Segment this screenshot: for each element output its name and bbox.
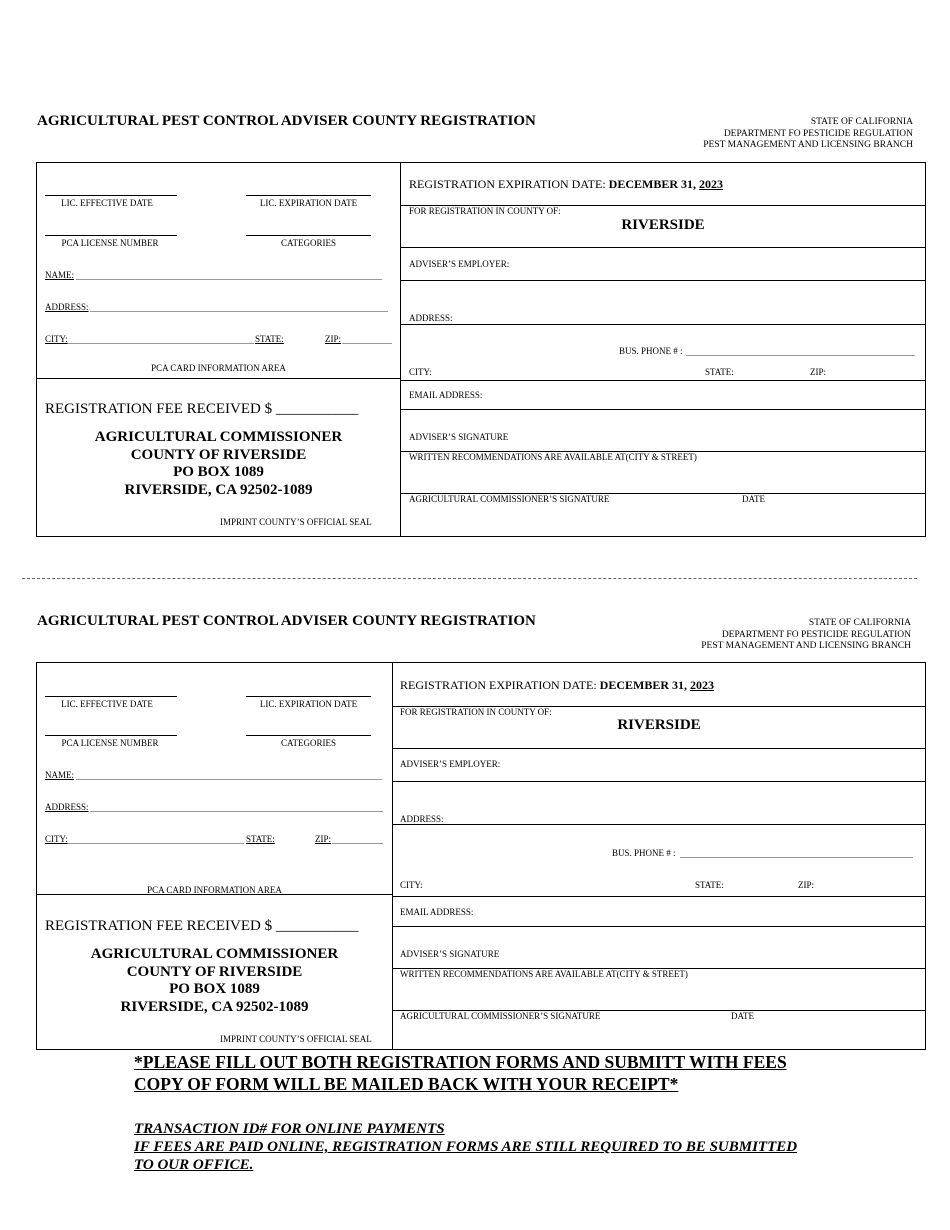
commissioner-line: PO BOX 1089 — [169, 981, 260, 997]
pca-card-area-label: PCA CARD INFORMATION AREA — [147, 885, 282, 895]
bus-phone-label: BUS. PHONE # : — [612, 848, 676, 858]
registration-expiration — [400, 678, 714, 693]
employer-address-label: ADDRESS: — [409, 313, 453, 323]
expiration-month: DECEMBER 31, — [599, 678, 688, 692]
row-divider — [392, 748, 926, 749]
cut-line — [22, 578, 917, 579]
city-field[interactable] — [68, 843, 244, 844]
commissioner-signature-label: AGRICULTURAL COMMISSIONER’S SIGNATURE — [409, 494, 610, 504]
county-label: FOR REGISTRATION IN COUNTY OF: — [409, 206, 561, 216]
expiration-month: DECEMBER 31, — [608, 177, 697, 191]
employer-city-label: CITY: — [409, 367, 432, 377]
commissioner-line: PO BOX 1089 — [173, 464, 264, 480]
categories-label: CATEGORIES — [280, 738, 336, 748]
left-section-divider — [36, 378, 401, 379]
city-label: CITY: — [45, 334, 68, 344]
commissioner-signature-label: AGRICULTURAL COMMISSIONER’S SIGNATURE — [400, 1011, 601, 1021]
email-address-label: EMAIL ADDRESS: — [400, 907, 474, 917]
categories-line[interactable] — [246, 235, 371, 236]
commissioner-address — [36, 946, 393, 1016]
agency-state: STATE OF CALIFORNIA — [810, 117, 913, 127]
email-address-label: EMAIL ADDRESS: — [409, 390, 483, 400]
employer-city-label: CITY: — [400, 880, 423, 890]
pca-license-number-line[interactable] — [45, 735, 177, 736]
zip-label: ZIP: — [325, 334, 342, 344]
written-recommendations-label: WRITTEN RECOMMENDATIONS ARE AVAILABLE AT(CITY & STREET) — [409, 452, 697, 462]
bus-phone-label: BUS. PHONE # : — [619, 346, 683, 356]
form-title: AGRICULTURAL PEST CONTROL ADVISER COUNTY REGISTRATION — [37, 613, 536, 629]
lic-effective-date-line[interactable] — [45, 696, 177, 697]
written-recommendations-label: WRITTEN RECOMMENDATIONS ARE AVAILABLE AT(CITY & STREET) — [400, 969, 688, 979]
commissioner-line: COUNTY OF RIVERSIDE — [130, 446, 307, 463]
row-divider — [400, 280, 926, 281]
row-divider — [392, 781, 926, 782]
row-divider — [392, 896, 926, 897]
official-seal-label: IMPRINT COUNTY’S OFFICIAL SEAL — [220, 517, 372, 527]
employer-state-label: STATE: — [695, 880, 724, 890]
lic-effective-date-line[interactable] — [45, 195, 177, 196]
commissioner-line: COUNTY OF RIVERSIDE — [126, 963, 303, 980]
commissioner-line: AGRICULTURAL COMMISSIONER — [94, 429, 343, 445]
address-field[interactable] — [90, 311, 388, 312]
agency-branch: PEST MANAGEMENT AND LICENSING BRANCH — [701, 641, 911, 651]
row-divider — [392, 824, 926, 825]
agency-branch: PEST MANAGEMENT AND LICENSING BRANCH — [703, 140, 913, 150]
pca-license-number-line[interactable] — [45, 235, 177, 236]
lic-expiration-date-line[interactable] — [246, 696, 371, 697]
adviser-employer-label: ADVISER’S EMPLOYER: — [400, 759, 501, 769]
name-label: NAME: — [45, 770, 74, 780]
categories-label: CATEGORIES — [280, 238, 336, 248]
expiration-label: REGISTRATION EXPIRATION DATE: — [400, 678, 597, 692]
commissioner-line: RIVERSIDE, CA 92502-1089 — [124, 481, 313, 498]
notice-line: *PLEASE FILL OUT BOTH REGISTRATION FORMS AND SUBMITT WITH FEES — [134, 1052, 787, 1072]
agency-department: DEPARTMENT FO PESTICIDE REGULATION — [723, 128, 913, 139]
city-field[interactable] — [68, 343, 254, 344]
address-label: ADDRESS: — [45, 302, 89, 312]
expiration-year: 2023 — [699, 177, 724, 191]
expiration-label: REGISTRATION EXPIRATION DATE: — [409, 177, 606, 191]
transaction-id-label: TRANSACTION ID# FOR ONLINE PAYMENTS — [134, 1121, 445, 1137]
expiration-year: 2023 — [690, 678, 715, 692]
row-divider — [400, 324, 926, 325]
agency-header — [703, 117, 913, 152]
agency-state: STATE OF CALIFORNIA — [808, 618, 911, 628]
pca-license-number-label: PCA LICENSE NUMBER — [61, 738, 159, 748]
official-seal-label: IMPRINT COUNTY’S OFFICIAL SEAL — [220, 1034, 372, 1044]
notice-line: IF FEES ARE PAID ONLINE, REGISTRATION FORMS ARE STILL REQUIRED TO BE SUBMITTED — [134, 1139, 798, 1155]
bus-phone-field[interactable] — [680, 857, 913, 858]
bus-phone-field[interactable] — [686, 355, 915, 356]
adviser-signature-label: ADVISER’S SIGNATURE — [400, 949, 500, 959]
form-title: AGRICULTURAL PEST CONTROL ADVISER COUNTY REGISTRATION — [37, 113, 536, 129]
zip-label: ZIP: — [315, 834, 332, 844]
registration-expiration — [409, 177, 723, 192]
address-field[interactable] — [90, 811, 383, 812]
city-label: CITY: — [45, 834, 68, 844]
signature-date-label: DATE — [731, 1011, 754, 1021]
adviser-signature-label: ADVISER’S SIGNATURE — [409, 432, 509, 442]
transaction-id-line — [134, 1120, 797, 1138]
row-divider — [400, 380, 926, 381]
address-label: ADDRESS: — [45, 802, 89, 812]
name-field[interactable] — [76, 279, 382, 280]
notice-line: TO OUR OFFICE. — [134, 1157, 254, 1173]
signature-date-label: DATE — [742, 494, 765, 504]
submission-notice — [134, 1051, 787, 1095]
state-label: STATE: — [246, 834, 275, 844]
name-label: NAME: — [45, 270, 74, 280]
agency-header — [701, 618, 911, 653]
commissioner-address — [36, 429, 401, 499]
row-divider — [400, 247, 926, 248]
categories-line[interactable] — [246, 735, 371, 736]
agency-department: DEPARTMENT FO PESTICIDE REGULATION — [721, 629, 911, 640]
name-field[interactable] — [76, 779, 382, 780]
zip-field[interactable] — [342, 343, 392, 344]
lic-expiration-date-label: LIC. EXPIRATION DATE — [259, 699, 358, 709]
notice-line: COPY OF FORM WILL BE MAILED BACK WITH YOUR RECEIPT* — [134, 1074, 679, 1094]
pca-card-area-label: PCA CARD INFORMATION AREA — [151, 363, 286, 373]
adviser-employer-label: ADVISER’S EMPLOYER: — [409, 259, 510, 269]
registration-fee-received: REGISTRATION FEE RECEIVED $ ___________ — [45, 401, 359, 417]
registration-fee-received: REGISTRATION FEE RECEIVED $ ___________ — [45, 918, 359, 934]
county-value: RIVERSIDE — [621, 217, 705, 233]
commissioner-line: RIVERSIDE, CA 92502-1089 — [120, 998, 309, 1015]
row-divider — [392, 926, 926, 927]
lic-effective-date-label: LIC. EFFECTIVE DATE — [61, 699, 153, 709]
row-divider — [400, 409, 926, 410]
commissioner-line: AGRICULTURAL COMMISSIONER — [90, 946, 339, 962]
lic-effective-date-label: LIC. EFFECTIVE DATE — [61, 198, 153, 208]
lic-expiration-date-line[interactable] — [246, 195, 371, 196]
county-value: RIVERSIDE — [617, 717, 701, 733]
zip-field[interactable] — [332, 843, 383, 844]
lic-expiration-date-label: LIC. EXPIRATION DATE — [259, 198, 358, 208]
state-label: STATE: — [255, 334, 284, 344]
employer-state-label: STATE: — [705, 367, 734, 377]
county-label: FOR REGISTRATION IN COUNTY OF: — [400, 707, 552, 717]
employer-address-label: ADDRESS: — [400, 814, 444, 824]
pca-license-number-label: PCA LICENSE NUMBER — [61, 238, 159, 248]
online-payment-notice — [134, 1120, 797, 1174]
employer-zip-label: ZIP: — [810, 367, 827, 377]
employer-zip-label: ZIP: — [798, 880, 815, 890]
